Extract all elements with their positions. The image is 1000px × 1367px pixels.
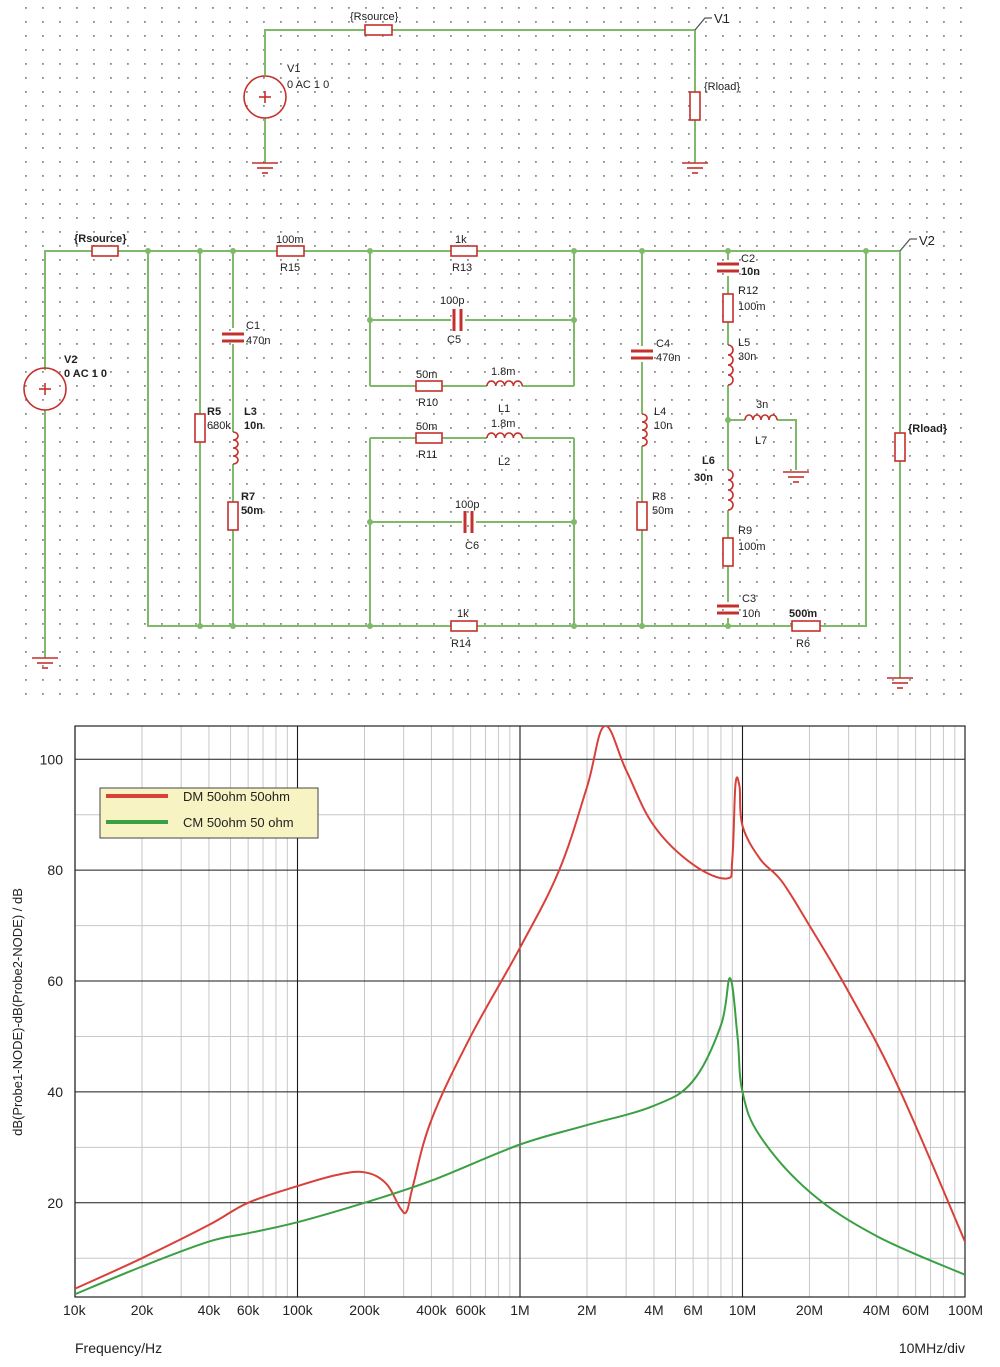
y-tick-label: 20 (47, 1194, 63, 1211)
x-tick-label: 600k (455, 1302, 486, 1318)
resistor-r10 (416, 381, 442, 391)
y-tick-label: 80 (47, 862, 63, 879)
x-tick-label: 1M (510, 1302, 530, 1318)
resistor-r15 (277, 246, 304, 256)
x-axis-label: Frequency/Hz (75, 1340, 163, 1356)
label-r13-value: 1k (455, 234, 467, 246)
label-l3-value: 10n (244, 420, 263, 432)
resistor-r11 (416, 433, 442, 443)
label-c4-value: 470n (656, 352, 681, 364)
x-tick-label: 400k (416, 1302, 447, 1318)
schematic-grid (20, 0, 970, 705)
x-tick-label: 100M (947, 1302, 983, 1318)
x-tick-label: 20k (130, 1302, 154, 1318)
label-c2-name: C2 (741, 253, 756, 265)
label-r15-value: 100m (276, 234, 304, 246)
resistor-rload-top (690, 92, 700, 120)
resistor-r7 (228, 502, 238, 530)
label-c6-name: C6 (465, 540, 480, 552)
resistor-r13 (451, 246, 477, 256)
label-r10-value: 50m (416, 369, 438, 381)
label-l6-name: L6 (702, 455, 715, 467)
label-r11-value: 50m (416, 421, 438, 433)
label-r14-value: 1k (457, 608, 469, 620)
label-r13-name: R13 (452, 262, 473, 274)
label-l2-value: 1.8m (491, 418, 516, 430)
label-v2: V2 (64, 354, 78, 366)
label-r6-name: R6 (796, 638, 811, 650)
label-l5-value: 30n (738, 351, 757, 363)
x-tick-label: 10k (63, 1302, 86, 1318)
label-r12-value: 100m (738, 301, 766, 313)
resistor-r8 (637, 502, 647, 530)
x-tick-label: 60k (236, 1302, 260, 1318)
label-r5-name: R5 (207, 406, 222, 418)
x-tick-label: 40k (197, 1302, 221, 1318)
y-tick-label: 60 (47, 973, 63, 990)
label-c4-name: C4 (656, 338, 671, 350)
label-v1-value: 0 AC 1 0 (287, 79, 330, 91)
resistor-rload-bottom (895, 433, 905, 461)
label-c1-name: C1 (246, 320, 261, 332)
probe-label-v2: V2 (919, 233, 935, 248)
label-r6-value: 500m (789, 608, 818, 620)
label-l3-name: L3 (244, 406, 257, 418)
x-axis-annotation: 10MHz/div (898, 1340, 965, 1356)
label-rload-top: {Rload} (704, 81, 741, 93)
legend-label-cm: CM 50ohm 50 ohm (183, 815, 294, 830)
label-c1-value: 470n (246, 335, 271, 347)
label-r15-name: R15 (280, 262, 301, 274)
label-r8-name: R8 (652, 491, 667, 503)
label-v1: V1 (287, 63, 301, 75)
label-r14-name: R14 (451, 638, 472, 650)
label-r7-value: 50m (241, 505, 264, 517)
resistor-r12 (723, 294, 733, 322)
y-tick-label: 100 (39, 751, 63, 768)
x-tick-label: 40M (862, 1302, 891, 1318)
label-c2-value: 10n (741, 266, 760, 278)
label-l6-value: 30n (694, 472, 713, 484)
label-c3-name: C3 (742, 593, 757, 605)
label-r7-name: R7 (241, 491, 256, 503)
label-l1-value: 1.8m (491, 366, 516, 378)
label-v2-value: 0 AC 1 0 (64, 368, 108, 380)
label-r12-name: R12 (738, 285, 759, 297)
label-c5-name: C5 (447, 334, 462, 346)
x-tick-label: 100k (282, 1302, 313, 1318)
label-rsource-top: {Rsource} (350, 11, 399, 23)
x-tick-label: 60M (902, 1302, 930, 1318)
y-tick-label: 40 (47, 1083, 63, 1100)
x-tick-label: 10M (728, 1302, 757, 1318)
x-tick-label: 4M (644, 1302, 664, 1318)
label-c3-value: 10n (742, 608, 761, 620)
label-rload-bottom: {Rload} (908, 423, 948, 435)
label-l2-name: L2 (498, 456, 511, 468)
label-c6-value: 100p (455, 499, 480, 511)
resistor-r5 (195, 414, 205, 442)
label-r9-name: R9 (738, 525, 753, 537)
label-r5-value: 680k (207, 420, 231, 432)
y-tick-labels (40, 751, 64, 1210)
x-tick-label: 2M (577, 1302, 597, 1318)
label-l7-name: L7 (755, 435, 768, 447)
label-l7-value: 3n (756, 399, 769, 411)
label-l4-name: L4 (654, 406, 667, 418)
resistor-r6 (792, 621, 820, 631)
legend-label-dm: DM 50ohm 50ohm (183, 789, 290, 804)
x-tick-label: 20M (795, 1302, 824, 1318)
label-c5-value: 100p (440, 295, 465, 307)
label-l1-name: L1 (498, 403, 511, 415)
label-r10-name: R10 (418, 397, 439, 409)
label-l4-value: 10n (654, 420, 673, 432)
resistor-r14 (451, 621, 477, 631)
x-tick-label: 6M (683, 1302, 703, 1318)
label-l5-name: L5 (738, 337, 751, 349)
label-r9-value: 100m (738, 541, 766, 553)
label-rsource-bottom: {Rsource} (74, 233, 127, 245)
x-tick-labels (63, 1302, 983, 1318)
legend (100, 788, 318, 838)
x-tick-label: 200k (349, 1302, 380, 1318)
resistor-rsource-bottom (92, 246, 118, 256)
label-r11-name: R11 (418, 449, 438, 461)
y-axis-label: dB(Probe1-NODE)-dB(Probe2-NODE) / dB (10, 888, 25, 1136)
frequency-response-chart (0, 712, 1000, 1367)
resistor-rsource-top (365, 25, 392, 35)
label-r8-value: 50m (652, 505, 674, 517)
resistor-r9 (723, 538, 733, 566)
probe-label-v1: V1 (714, 11, 730, 26)
